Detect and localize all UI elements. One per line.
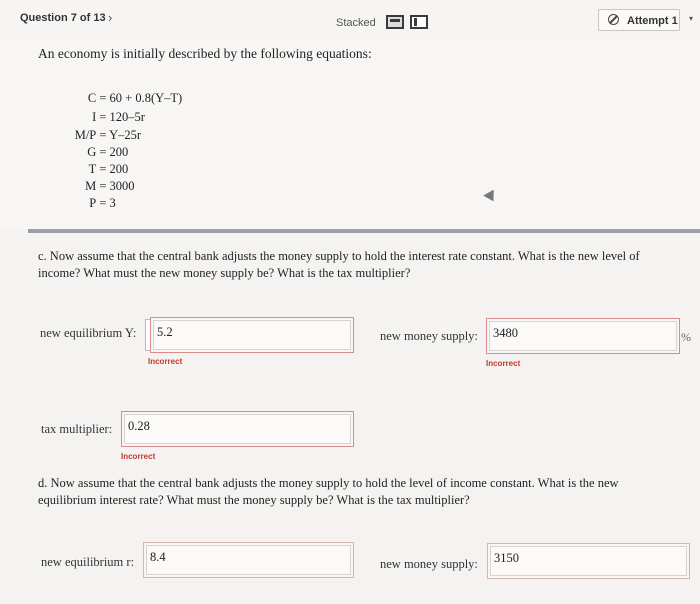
equilibrium-y-label: new equilibrium Y: (40, 326, 137, 340)
view-mode-label: Stacked (336, 17, 376, 29)
attempt-dropdown-icon[interactable]: ▾ (689, 14, 694, 23)
attempt-status-icon (608, 14, 619, 25)
tax-multiplier-c-input[interactable]: 0.28 (121, 411, 354, 447)
equation-government: G = 200 (87, 145, 129, 159)
equation-price-level: P = 3 (89, 196, 116, 210)
equilibrium-y-status: Incorrect (148, 357, 183, 366)
money-supply-d-label: new money supply: (380, 557, 478, 571)
part-c-question: c. Now assume that the central bank adjusts the money supply to hold the interest rate constant. What is the new level of income? What must the new money supply be? What is the tax multiplier? (38, 249, 640, 280)
money-supply-d-input[interactable]: 3150 (487, 543, 690, 579)
problem-intro: An economy is initially described by the following equations: (38, 46, 372, 61)
equation-investment: I = 120–5r (92, 110, 145, 124)
equation-taxes: T = 200 (88, 162, 129, 176)
single-view-icon[interactable] (410, 15, 428, 29)
part-d-question: d. Now assume that the central bank adjusts the money supply to hold the level of income constant. What is the new equilibrium interest rate? What must the money supply be? What is the tax multiplier? (38, 476, 619, 507)
money-supply-c-status: Incorrect (486, 359, 521, 368)
money-supply-c-label: new money supply: (380, 329, 478, 343)
stacked-view-icon[interactable] (386, 15, 404, 29)
equation-money-demand: M/P = Y–25r (74, 128, 142, 142)
unit-percent-label: % (681, 330, 691, 344)
next-question-chevron-icon[interactable]: › (108, 10, 113, 25)
attempt-button[interactable] (598, 9, 680, 31)
attempt-label: Attempt 1 (627, 15, 678, 27)
equilibrium-r-label: new equilibrium r: (41, 555, 135, 569)
tax-multiplier-c-status: Incorrect (121, 452, 156, 461)
question-counter: Question 7 of 13 (20, 12, 106, 24)
equation-consumption: C = 60 + 0.8(Y–T) (87, 91, 183, 105)
section-divider (28, 229, 700, 233)
equation-money-supply: M = 3000 (85, 179, 135, 193)
money-supply-c-input[interactable]: 3480 (486, 318, 680, 354)
equilibrium-r-input[interactable]: 8.4 (143, 542, 354, 578)
equilibrium-y-input[interactable]: 5.2 (150, 317, 354, 353)
tax-multiplier-c-label: tax multiplier: (41, 422, 113, 436)
